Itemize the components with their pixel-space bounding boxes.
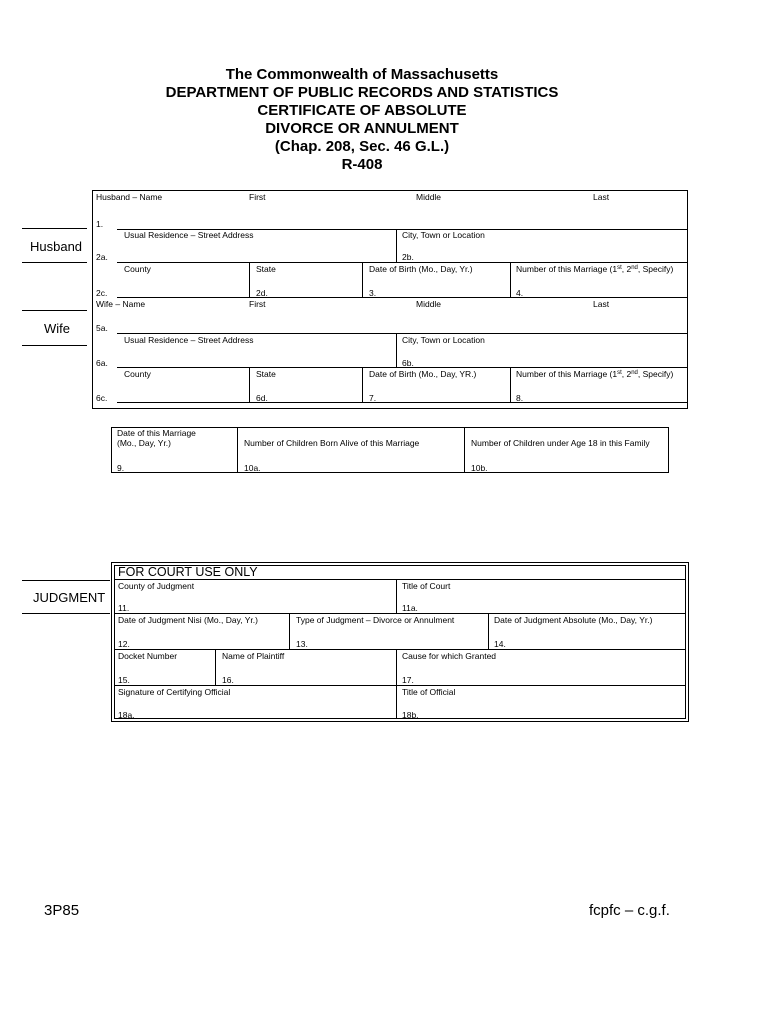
divider: [488, 613, 489, 649]
wife-residence-label: Usual Residence – Street Address: [124, 335, 254, 345]
judgment-absolute-date-label: Date of Judgment Absolute (Mo., Day, Yr.): [494, 615, 653, 625]
divider: [114, 579, 686, 580]
judgment-dates-field[interactable]: [114, 649, 686, 650]
field-number-6b: 6b.: [402, 358, 414, 368]
divider: [249, 262, 250, 298]
divider: [396, 333, 397, 368]
divider: [22, 580, 110, 581]
certifying-signature-label: Signature of Certifying Official: [118, 687, 231, 697]
field-number-2d: 2d.: [256, 288, 268, 298]
field-number-13: 13.: [296, 639, 308, 649]
divider: [22, 262, 87, 263]
field-number-2b: 2b.: [402, 252, 414, 262]
judgment-nisi-date-label: Date of Judgment Nisi (Mo., Day, Yr.): [118, 615, 258, 625]
wife-residence-field[interactable]: [117, 367, 688, 368]
husband-first-label: First: [249, 192, 266, 202]
divider: [362, 262, 363, 298]
field-number-6a: 6a.: [96, 358, 108, 368]
husband-dob-label: Date of Birth (Mo., Day, Yr.): [369, 264, 473, 274]
field-number-17: 17.: [402, 675, 414, 685]
husband-residence-field[interactable]: [117, 262, 688, 263]
divider: [396, 649, 397, 685]
field-number-8: 8.: [516, 393, 524, 403]
field-number-18a: 18a.: [118, 710, 135, 720]
divider: [289, 613, 290, 649]
field-number-10a: 10a.: [244, 463, 261, 473]
divider: [22, 228, 87, 229]
divider: [396, 229, 397, 263]
field-number-2a: 2a.: [96, 252, 108, 262]
field-number-14: 14.: [494, 639, 506, 649]
divider: [22, 310, 87, 311]
field-number-3: 3.: [369, 288, 377, 298]
docket-field[interactable]: [114, 685, 686, 686]
court-use-title: FOR COURT USE ONLY: [118, 565, 258, 579]
husband-middle-label: Middle: [416, 192, 442, 202]
field-number-10b: 10b.: [471, 463, 488, 473]
docket-number-label: Docket Number: [118, 651, 178, 661]
header-line-2: DEPARTMENT OF PUBLIC RECORDS AND STATISTICS: [165, 84, 559, 101]
field-number-15: 15.: [118, 675, 130, 685]
marriage-date-format-label: (Mo., Day, Yr.): [117, 438, 172, 448]
divider: [22, 613, 110, 614]
header-line-1: The Commonwealth of Massachusetts: [225, 66, 499, 83]
wife-city-label: City, Town or Location: [402, 335, 485, 345]
divider: [249, 367, 250, 403]
wife-middle-label: Middle: [416, 299, 442, 309]
field-number-16: 16.: [222, 675, 234, 685]
husband-details-field[interactable]: [117, 297, 688, 298]
field-number-7: 7.: [369, 393, 377, 403]
header-line-5: (Chap. 208, Sec. 46 G.L.): [274, 138, 450, 155]
children-under-18-label: Number of Children under Age 18 in this Family: [471, 438, 650, 448]
husband-residence-label: Usual Residence – Street Address: [124, 230, 254, 240]
header-line-3: CERTIFICATE OF ABSOLUTE: [257, 102, 467, 119]
divider: [510, 367, 511, 403]
husband-last-label: Last: [593, 192, 610, 202]
printer-code: fcpfc – c.g.f.: [589, 902, 670, 919]
field-number-1: 1.: [96, 219, 104, 229]
header-line-6: R-408: [341, 156, 383, 173]
judgment-type-label: Type of Judgment – Divorce or Annulment: [296, 615, 455, 625]
judgment-county-field[interactable]: [114, 613, 686, 614]
field-number-2c: 2c.: [96, 288, 108, 298]
plaintiff-name-label: Name of Plaintiff: [222, 651, 285, 661]
wife-name-label: Wife – Name: [96, 299, 146, 309]
wife-side-label: Wife: [44, 321, 70, 336]
judgment-county-label: County of Judgment: [118, 581, 195, 591]
court-title-label: Title of Court: [402, 581, 451, 591]
field-number-9: 9.: [117, 463, 125, 473]
wife-state-label: State: [256, 369, 276, 379]
wife-marriage-number-label: Number of this Marriage (1st, 2nd, Specify): [516, 369, 674, 379]
husband-city-label: City, Town or Location: [402, 230, 485, 240]
wife-name-field[interactable]: [117, 333, 688, 334]
divider: [215, 649, 216, 685]
field-number-18b: 18b.: [402, 710, 419, 720]
field-number-12: 12.: [118, 639, 130, 649]
field-number-6d: 6d.: [256, 393, 268, 403]
marriage-date-label: Date of this Marriage: [117, 428, 196, 438]
field-number-6c: 6c.: [96, 393, 108, 403]
husband-state-label: State: [256, 264, 276, 274]
divider: [396, 579, 397, 613]
children-alive-label: Number of Children Born Alive of this Marriage: [244, 438, 420, 448]
field-number-4: 4.: [516, 288, 524, 298]
field-number-11: 11.: [118, 603, 130, 613]
divider: [464, 427, 465, 473]
divider: [510, 262, 511, 298]
wife-dob-label: Date of Birth (Mo., Day, YR.): [369, 369, 477, 379]
divider: [362, 367, 363, 403]
wife-county-label: County: [124, 369, 151, 379]
husband-name-label: Husband – Name: [96, 192, 163, 202]
divider: [396, 685, 397, 719]
wife-last-label: Last: [593, 299, 610, 309]
field-number-11a: 11a.: [402, 603, 418, 613]
field-number-5a: 5a.: [96, 323, 108, 333]
official-title-label: Title of Official: [402, 687, 456, 697]
husband-county-label: County: [124, 264, 151, 274]
wife-first-label: First: [249, 299, 266, 309]
cause-granted-label: Cause for which Granted: [402, 651, 497, 661]
husband-side-label: Husband: [30, 239, 83, 254]
divider: [22, 345, 87, 346]
judgment-side-label: JUDGMENT: [33, 590, 106, 605]
husband-marriage-number-label: Number of this Marriage (1st, 2nd, Specify): [516, 264, 674, 274]
form-code: 3P85: [44, 902, 80, 919]
header-line-4: DIVORCE OR ANNULMENT: [265, 120, 459, 137]
wife-details-field[interactable]: [117, 402, 688, 403]
divider: [237, 427, 238, 473]
